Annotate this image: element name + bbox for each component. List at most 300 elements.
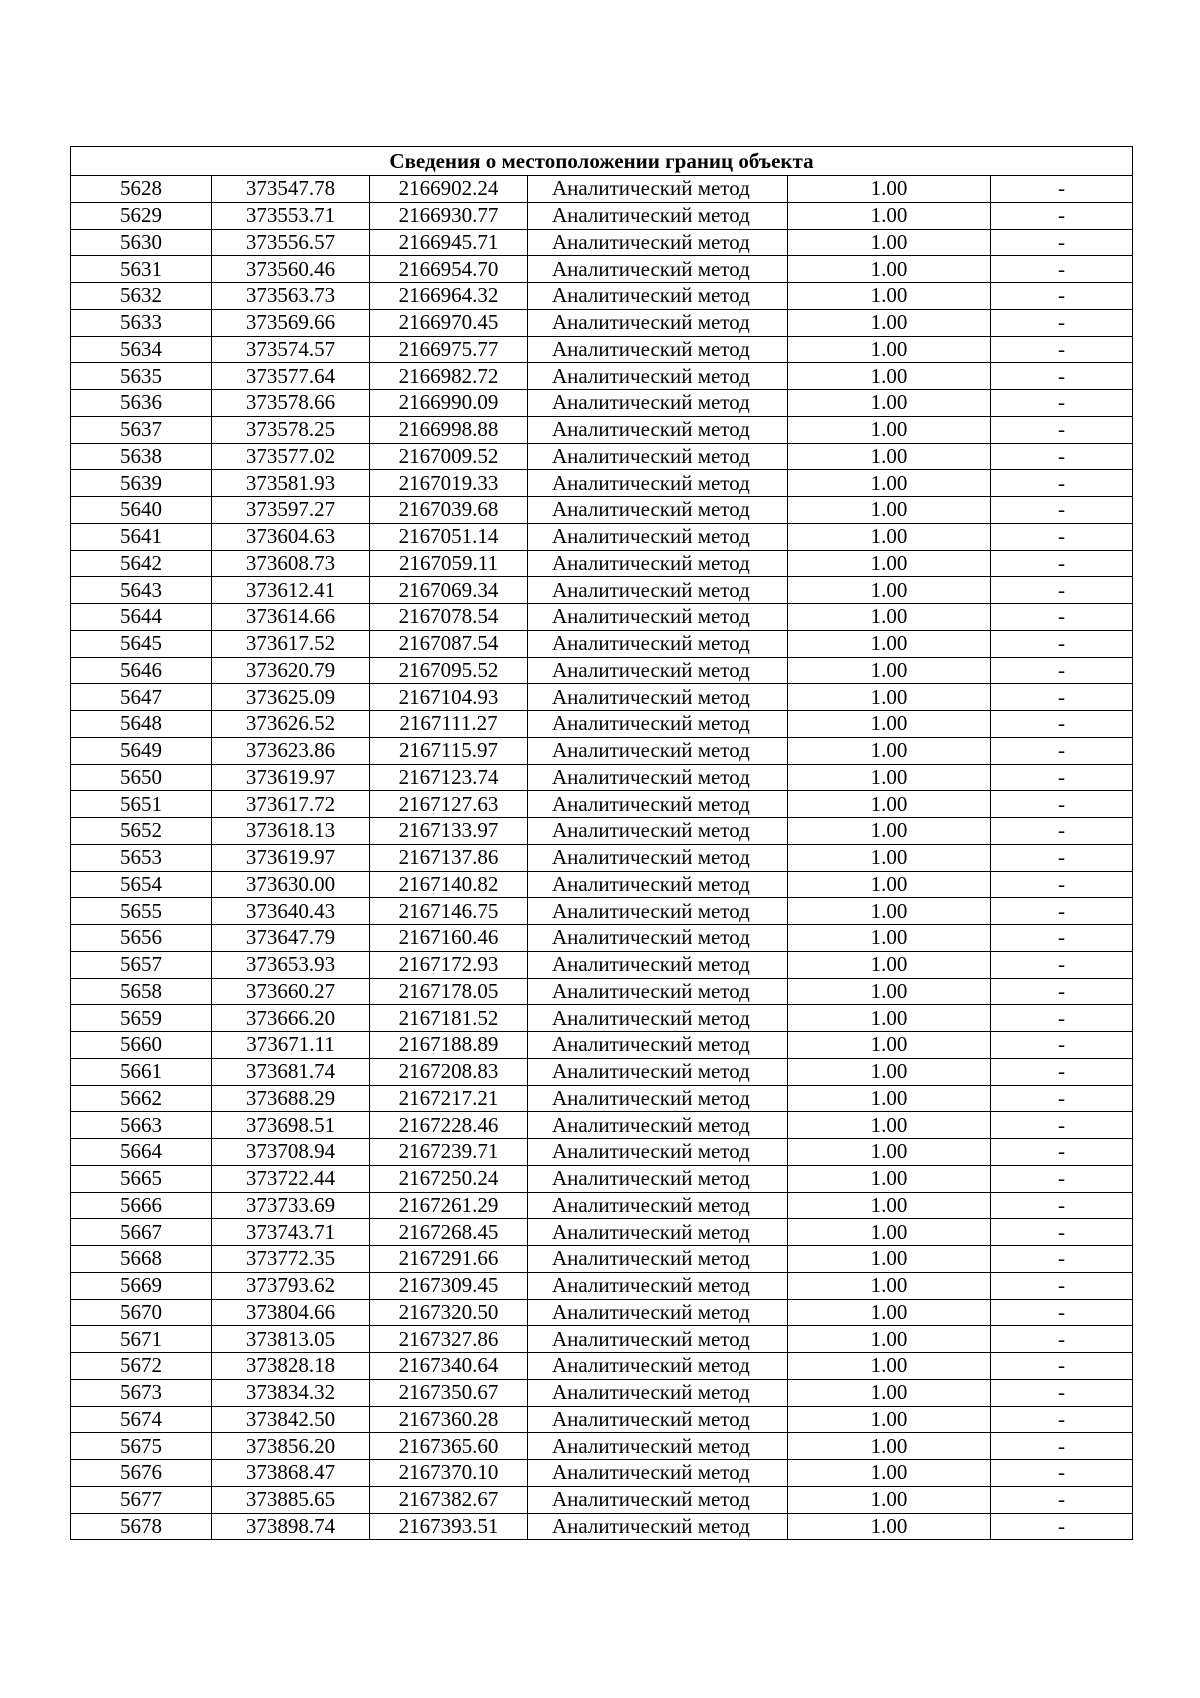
table-row <box>71 416 1133 443</box>
x-coordinate-cell: 373619.97 <box>212 844 370 871</box>
table-row <box>71 1032 1133 1059</box>
description-cell: - <box>991 978 1133 1005</box>
accuracy-cell: 1.00 <box>788 309 991 336</box>
point-number-cell: 5675 <box>71 1433 212 1460</box>
method-cell: Аналитический метод <box>528 390 788 417</box>
y-coordinate-cell: 2167350.67 <box>370 1379 528 1406</box>
description-cell: - <box>991 1486 1133 1513</box>
method-cell: Аналитический метод <box>528 791 788 818</box>
table-row <box>71 1406 1133 1433</box>
y-coordinate-cell: 2167382.67 <box>370 1486 528 1513</box>
description-cell: - <box>991 737 1133 764</box>
accuracy-cell: 1.00 <box>788 737 991 764</box>
point-number-cell: 5634 <box>71 336 212 363</box>
method-cell: Аналитический метод <box>528 630 788 657</box>
description-cell: - <box>991 925 1133 952</box>
method-cell: Аналитический метод <box>528 309 788 336</box>
x-coordinate-cell: 373581.93 <box>212 470 370 497</box>
method-cell: Аналитический метод <box>528 1139 788 1166</box>
table-row <box>71 951 1133 978</box>
accuracy-cell: 1.00 <box>788 711 991 738</box>
description-cell: - <box>991 256 1133 283</box>
method-cell: Аналитический метод <box>528 737 788 764</box>
point-number-cell: 5658 <box>71 978 212 1005</box>
y-coordinate-cell: 2167217.21 <box>370 1085 528 1112</box>
accuracy-cell: 1.00 <box>788 1326 991 1353</box>
description-cell: - <box>991 1299 1133 1326</box>
method-cell: Аналитический метод <box>528 1085 788 1112</box>
x-coordinate-cell: 373722.44 <box>212 1165 370 1192</box>
point-number-cell: 5651 <box>71 791 212 818</box>
method-cell: Аналитический метод <box>528 1032 788 1059</box>
accuracy-cell: 1.00 <box>788 1433 991 1460</box>
point-number-cell: 5668 <box>71 1246 212 1273</box>
description-cell: - <box>991 764 1133 791</box>
x-coordinate-cell: 373743.71 <box>212 1219 370 1246</box>
method-cell: Аналитический метод <box>528 443 788 470</box>
y-coordinate-cell: 2166990.09 <box>370 390 528 417</box>
x-coordinate-cell: 373772.35 <box>212 1246 370 1273</box>
description-cell: - <box>991 1139 1133 1166</box>
point-number-cell: 5659 <box>71 1005 212 1032</box>
description-cell: - <box>991 1353 1133 1380</box>
description-cell: - <box>991 1513 1133 1540</box>
description-cell: - <box>991 229 1133 256</box>
x-coordinate-cell: 373625.09 <box>212 684 370 711</box>
x-coordinate-cell: 373563.73 <box>212 283 370 310</box>
x-coordinate-cell: 373577.64 <box>212 363 370 390</box>
accuracy-cell: 1.00 <box>788 1005 991 1032</box>
description-cell: - <box>991 1085 1133 1112</box>
x-coordinate-cell: 373856.20 <box>212 1433 370 1460</box>
x-coordinate-cell: 373885.65 <box>212 1486 370 1513</box>
title-row <box>71 147 1133 176</box>
x-coordinate-cell: 373681.74 <box>212 1058 370 1085</box>
x-coordinate-cell: 373618.13 <box>212 818 370 845</box>
method-cell: Аналитический метод <box>528 283 788 310</box>
x-coordinate-cell: 373608.73 <box>212 550 370 577</box>
y-coordinate-cell: 2167360.28 <box>370 1406 528 1433</box>
accuracy-cell: 1.00 <box>788 764 991 791</box>
y-coordinate-cell: 2166945.71 <box>370 229 528 256</box>
accuracy-cell: 1.00 <box>788 497 991 524</box>
x-coordinate-cell: 373828.18 <box>212 1353 370 1380</box>
point-number-cell: 5657 <box>71 951 212 978</box>
method-cell: Аналитический метод <box>528 1433 788 1460</box>
y-coordinate-cell: 2167111.27 <box>370 711 528 738</box>
x-coordinate-cell: 373623.86 <box>212 737 370 764</box>
accuracy-cell: 1.00 <box>788 470 991 497</box>
description-cell: - <box>991 176 1133 203</box>
method-cell: Аналитический метод <box>528 256 788 283</box>
accuracy-cell: 1.00 <box>788 202 991 229</box>
table-row <box>71 737 1133 764</box>
table-row <box>71 898 1133 925</box>
accuracy-cell: 1.00 <box>788 1272 991 1299</box>
point-number-cell: 5673 <box>71 1379 212 1406</box>
point-number-cell: 5628 <box>71 176 212 203</box>
x-coordinate-cell: 373640.43 <box>212 898 370 925</box>
description-cell: - <box>991 443 1133 470</box>
description-cell: - <box>991 1379 1133 1406</box>
table-row <box>71 925 1133 952</box>
table-row <box>71 844 1133 871</box>
point-number-cell: 5648 <box>71 711 212 738</box>
description-cell: - <box>991 309 1133 336</box>
y-coordinate-cell: 2167127.63 <box>370 791 528 818</box>
description-cell: - <box>991 1433 1133 1460</box>
accuracy-cell: 1.00 <box>788 363 991 390</box>
method-cell: Аналитический метод <box>528 1219 788 1246</box>
y-coordinate-cell: 2167370.10 <box>370 1460 528 1487</box>
accuracy-cell: 1.00 <box>788 791 991 818</box>
description-cell: - <box>991 523 1133 550</box>
table-row <box>71 657 1133 684</box>
method-cell: Аналитический метод <box>528 1406 788 1433</box>
point-number-cell: 5669 <box>71 1272 212 1299</box>
point-number-cell: 5656 <box>71 925 212 952</box>
y-coordinate-cell: 2167327.86 <box>370 1326 528 1353</box>
point-number-cell: 5661 <box>71 1058 212 1085</box>
x-coordinate-cell: 373630.00 <box>212 871 370 898</box>
description-cell: - <box>991 951 1133 978</box>
table-row <box>71 336 1133 363</box>
x-coordinate-cell: 373619.97 <box>212 764 370 791</box>
table-row <box>71 363 1133 390</box>
table-row <box>71 1272 1133 1299</box>
y-coordinate-cell: 2167123.74 <box>370 764 528 791</box>
description-cell: - <box>991 336 1133 363</box>
method-cell: Аналитический метод <box>528 1058 788 1085</box>
x-coordinate-cell: 373597.27 <box>212 497 370 524</box>
point-number-cell: 5676 <box>71 1460 212 1487</box>
table-row <box>71 791 1133 818</box>
method-cell: Аналитический метод <box>528 1112 788 1139</box>
method-cell: Аналитический метод <box>528 1299 788 1326</box>
table-title: Сведения о местоположении границ объекта <box>71 147 1133 176</box>
accuracy-cell: 1.00 <box>788 1379 991 1406</box>
description-cell: - <box>991 711 1133 738</box>
x-coordinate-cell: 373574.57 <box>212 336 370 363</box>
table-row <box>71 1139 1133 1166</box>
method-cell: Аналитический метод <box>528 844 788 871</box>
table-row <box>71 1246 1133 1273</box>
method-cell: Аналитический метод <box>528 711 788 738</box>
table-row <box>71 283 1133 310</box>
table-row <box>71 229 1133 256</box>
method-cell: Аналитический метод <box>528 604 788 631</box>
x-coordinate-cell: 373612.41 <box>212 577 370 604</box>
table-row <box>71 684 1133 711</box>
accuracy-cell: 1.00 <box>788 550 991 577</box>
x-coordinate-cell: 373578.66 <box>212 390 370 417</box>
y-coordinate-cell: 2167178.05 <box>370 978 528 1005</box>
table-row <box>71 550 1133 577</box>
point-number-cell: 5660 <box>71 1032 212 1059</box>
y-coordinate-cell: 2167019.33 <box>370 470 528 497</box>
point-number-cell: 5639 <box>71 470 212 497</box>
accuracy-cell: 1.00 <box>788 818 991 845</box>
point-number-cell: 5671 <box>71 1326 212 1353</box>
method-cell: Аналитический метод <box>528 470 788 497</box>
y-coordinate-cell: 2166902.24 <box>370 176 528 203</box>
point-number-cell: 5652 <box>71 818 212 845</box>
table-body <box>71 147 1133 1540</box>
x-coordinate-cell: 373813.05 <box>212 1326 370 1353</box>
point-number-cell: 5637 <box>71 416 212 443</box>
y-coordinate-cell: 2167250.24 <box>370 1165 528 1192</box>
accuracy-cell: 1.00 <box>788 844 991 871</box>
y-coordinate-cell: 2167140.82 <box>370 871 528 898</box>
table-row <box>71 871 1133 898</box>
description-cell: - <box>991 1272 1133 1299</box>
accuracy-cell: 1.00 <box>788 577 991 604</box>
table-row <box>71 577 1133 604</box>
y-coordinate-cell: 2167078.54 <box>370 604 528 631</box>
y-coordinate-cell: 2167188.89 <box>370 1032 528 1059</box>
y-coordinate-cell: 2166970.45 <box>370 309 528 336</box>
y-coordinate-cell: 2167039.68 <box>370 497 528 524</box>
accuracy-cell: 1.00 <box>788 443 991 470</box>
y-coordinate-cell: 2167393.51 <box>370 1513 528 1540</box>
accuracy-cell: 1.00 <box>788 871 991 898</box>
accuracy-cell: 1.00 <box>788 604 991 631</box>
x-coordinate-cell: 373733.69 <box>212 1192 370 1219</box>
point-number-cell: 5677 <box>71 1486 212 1513</box>
accuracy-cell: 1.00 <box>788 657 991 684</box>
x-coordinate-cell: 373868.47 <box>212 1460 370 1487</box>
accuracy-cell: 1.00 <box>788 229 991 256</box>
x-coordinate-cell: 373708.94 <box>212 1139 370 1166</box>
table-row <box>71 1326 1133 1353</box>
method-cell: Аналитический метод <box>528 497 788 524</box>
description-cell: - <box>991 1219 1133 1246</box>
accuracy-cell: 1.00 <box>788 978 991 1005</box>
description-cell: - <box>991 577 1133 604</box>
method-cell: Аналитический метод <box>528 1486 788 1513</box>
point-number-cell: 5640 <box>71 497 212 524</box>
description-cell: - <box>991 550 1133 577</box>
table-row <box>71 1353 1133 1380</box>
point-number-cell: 5663 <box>71 1112 212 1139</box>
x-coordinate-cell: 373671.11 <box>212 1032 370 1059</box>
method-cell: Аналитический метод <box>528 229 788 256</box>
method-cell: Аналитический метод <box>528 1005 788 1032</box>
accuracy-cell: 1.00 <box>788 1192 991 1219</box>
y-coordinate-cell: 2167228.46 <box>370 1112 528 1139</box>
point-number-cell: 5678 <box>71 1513 212 1540</box>
accuracy-cell: 1.00 <box>788 1032 991 1059</box>
description-cell: - <box>991 791 1133 818</box>
boundary-table <box>70 146 1133 1540</box>
y-coordinate-cell: 2166982.72 <box>370 363 528 390</box>
table-row <box>71 764 1133 791</box>
table-row <box>71 202 1133 229</box>
accuracy-cell: 1.00 <box>788 1353 991 1380</box>
method-cell: Аналитический метод <box>528 577 788 604</box>
y-coordinate-cell: 2167009.52 <box>370 443 528 470</box>
method-cell: Аналитический метод <box>528 1513 788 1540</box>
accuracy-cell: 1.00 <box>788 1165 991 1192</box>
point-number-cell: 5643 <box>71 577 212 604</box>
x-coordinate-cell: 373898.74 <box>212 1513 370 1540</box>
method-cell: Аналитический метод <box>528 336 788 363</box>
point-number-cell: 5665 <box>71 1165 212 1192</box>
point-number-cell: 5633 <box>71 309 212 336</box>
table-row <box>71 176 1133 203</box>
x-coordinate-cell: 373560.46 <box>212 256 370 283</box>
description-cell: - <box>991 1058 1133 1085</box>
accuracy-cell: 1.00 <box>788 898 991 925</box>
method-cell: Аналитический метод <box>528 657 788 684</box>
y-coordinate-cell: 2167172.93 <box>370 951 528 978</box>
y-coordinate-cell: 2166975.77 <box>370 336 528 363</box>
x-coordinate-cell: 373688.29 <box>212 1085 370 1112</box>
accuracy-cell: 1.00 <box>788 1219 991 1246</box>
table-row <box>71 497 1133 524</box>
description-cell: - <box>991 1005 1133 1032</box>
accuracy-cell: 1.00 <box>788 1058 991 1085</box>
x-coordinate-cell: 373620.79 <box>212 657 370 684</box>
x-coordinate-cell: 373626.52 <box>212 711 370 738</box>
table-row <box>71 390 1133 417</box>
table-row <box>71 470 1133 497</box>
point-number-cell: 5644 <box>71 604 212 631</box>
point-number-cell: 5641 <box>71 523 212 550</box>
point-number-cell: 5638 <box>71 443 212 470</box>
accuracy-cell: 1.00 <box>788 1246 991 1273</box>
x-coordinate-cell: 373617.72 <box>212 791 370 818</box>
y-coordinate-cell: 2167087.54 <box>370 630 528 657</box>
accuracy-cell: 1.00 <box>788 416 991 443</box>
accuracy-cell: 1.00 <box>788 951 991 978</box>
x-coordinate-cell: 373617.52 <box>212 630 370 657</box>
description-cell: - <box>991 1326 1133 1353</box>
table-row <box>71 1085 1133 1112</box>
method-cell: Аналитический метод <box>528 898 788 925</box>
description-cell: - <box>991 470 1133 497</box>
description-cell: - <box>991 363 1133 390</box>
x-coordinate-cell: 373666.20 <box>212 1005 370 1032</box>
description-cell: - <box>991 1246 1133 1273</box>
y-coordinate-cell: 2167059.11 <box>370 550 528 577</box>
accuracy-cell: 1.00 <box>788 176 991 203</box>
table-row <box>71 1219 1133 1246</box>
x-coordinate-cell: 373793.62 <box>212 1272 370 1299</box>
point-number-cell: 5636 <box>71 390 212 417</box>
point-number-cell: 5632 <box>71 283 212 310</box>
table-row <box>71 1192 1133 1219</box>
x-coordinate-cell: 373660.27 <box>212 978 370 1005</box>
description-cell: - <box>991 657 1133 684</box>
x-coordinate-cell: 373553.71 <box>212 202 370 229</box>
x-coordinate-cell: 373653.93 <box>212 951 370 978</box>
x-coordinate-cell: 373556.57 <box>212 229 370 256</box>
accuracy-cell: 1.00 <box>788 336 991 363</box>
table-row <box>71 1005 1133 1032</box>
accuracy-cell: 1.00 <box>788 1406 991 1433</box>
y-coordinate-cell: 2167239.71 <box>370 1139 528 1166</box>
description-cell: - <box>991 1460 1133 1487</box>
table-row <box>71 1486 1133 1513</box>
y-coordinate-cell: 2167146.75 <box>370 898 528 925</box>
method-cell: Аналитический метод <box>528 684 788 711</box>
table-row <box>71 309 1133 336</box>
y-coordinate-cell: 2167181.52 <box>370 1005 528 1032</box>
x-coordinate-cell: 373804.66 <box>212 1299 370 1326</box>
table-row <box>71 604 1133 631</box>
y-coordinate-cell: 2167365.60 <box>370 1433 528 1460</box>
description-cell: - <box>991 818 1133 845</box>
point-number-cell: 5655 <box>71 898 212 925</box>
y-coordinate-cell: 2167104.93 <box>370 684 528 711</box>
accuracy-cell: 1.00 <box>788 283 991 310</box>
method-cell: Аналитический метод <box>528 1272 788 1299</box>
table-row <box>71 443 1133 470</box>
table-row <box>71 256 1133 283</box>
description-cell: - <box>991 630 1133 657</box>
table-row <box>71 978 1133 1005</box>
point-number-cell: 5646 <box>71 657 212 684</box>
point-number-cell: 5664 <box>71 1139 212 1166</box>
description-cell: - <box>991 1032 1133 1059</box>
description-cell: - <box>991 202 1133 229</box>
point-number-cell: 5650 <box>71 764 212 791</box>
point-number-cell: 5629 <box>71 202 212 229</box>
table-row <box>71 1513 1133 1540</box>
y-coordinate-cell: 2167309.45 <box>370 1272 528 1299</box>
description-cell: - <box>991 283 1133 310</box>
x-coordinate-cell: 373834.32 <box>212 1379 370 1406</box>
point-number-cell: 5631 <box>71 256 212 283</box>
y-coordinate-cell: 2166964.32 <box>370 283 528 310</box>
y-coordinate-cell: 2167160.46 <box>370 925 528 952</box>
method-cell: Аналитический метод <box>528 925 788 952</box>
accuracy-cell: 1.00 <box>788 630 991 657</box>
point-number-cell: 5674 <box>71 1406 212 1433</box>
x-coordinate-cell: 373698.51 <box>212 1112 370 1139</box>
point-number-cell: 5635 <box>71 363 212 390</box>
y-coordinate-cell: 2166930.77 <box>370 202 528 229</box>
method-cell: Аналитический метод <box>528 416 788 443</box>
accuracy-cell: 1.00 <box>788 390 991 417</box>
table-row <box>71 711 1133 738</box>
y-coordinate-cell: 2166954.70 <box>370 256 528 283</box>
description-cell: - <box>991 1112 1133 1139</box>
y-coordinate-cell: 2167051.14 <box>370 523 528 550</box>
y-coordinate-cell: 2167069.34 <box>370 577 528 604</box>
description-cell: - <box>991 497 1133 524</box>
table-row <box>71 523 1133 550</box>
method-cell: Аналитический метод <box>528 818 788 845</box>
document-page <box>70 146 1132 1540</box>
accuracy-cell: 1.00 <box>788 1299 991 1326</box>
method-cell: Аналитический метод <box>528 1192 788 1219</box>
description-cell: - <box>991 1165 1133 1192</box>
method-cell: Аналитический метод <box>528 951 788 978</box>
x-coordinate-cell: 373578.25 <box>212 416 370 443</box>
accuracy-cell: 1.00 <box>788 256 991 283</box>
description-cell: - <box>991 1406 1133 1433</box>
y-coordinate-cell: 2167115.97 <box>370 737 528 764</box>
y-coordinate-cell: 2167208.83 <box>370 1058 528 1085</box>
method-cell: Аналитический метод <box>528 978 788 1005</box>
x-coordinate-cell: 373647.79 <box>212 925 370 952</box>
description-cell: - <box>991 1192 1133 1219</box>
y-coordinate-cell: 2167291.66 <box>370 1246 528 1273</box>
table-row <box>71 1379 1133 1406</box>
point-number-cell: 5630 <box>71 229 212 256</box>
